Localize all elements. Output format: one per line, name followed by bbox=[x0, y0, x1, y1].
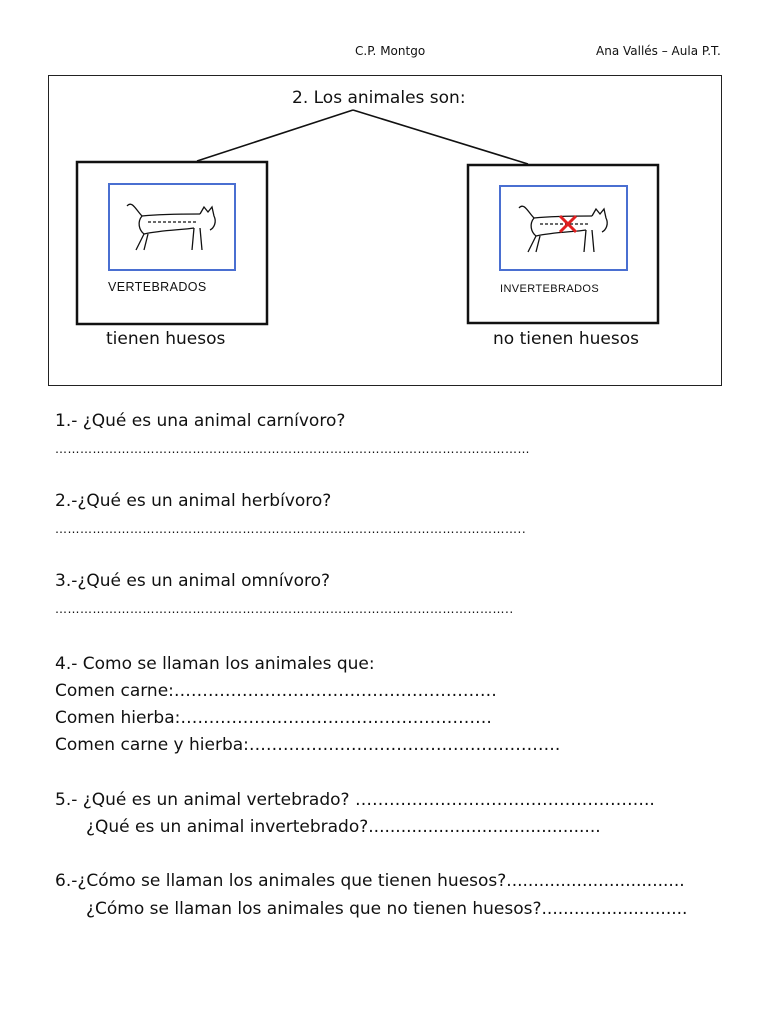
branch-left-line bbox=[197, 110, 353, 161]
header-school: C.P. Montgo bbox=[355, 44, 426, 58]
question-4-line-carne-hierba[interactable]: Comen carne y hierba:………………………………………………. bbox=[55, 735, 561, 755]
invertebrate-card-label: INVERTEBRADOS bbox=[500, 283, 600, 295]
answer-line-1[interactable]: …………………………………………………………………………………………………… bbox=[55, 442, 530, 456]
answer-line-2[interactable]: ………………………………………………………………………………………………….. bbox=[55, 522, 527, 536]
vertebrate-caption: tienen huesos bbox=[106, 329, 226, 349]
question-3: 3.-¿Qué es un animal omnívoro? bbox=[55, 571, 331, 591]
question-4-line-hierba[interactable]: Comen hierba:………………………………………………. bbox=[55, 708, 492, 728]
question-5-vertebrado[interactable]: 5.- ¿Qué es un animal vertebrado? …………………………………………….. bbox=[55, 790, 655, 810]
header-author: Ana Vallés – Aula P.T. bbox=[596, 44, 721, 58]
question-4-line-carne[interactable]: Comen carne:………………………………………………… bbox=[55, 681, 497, 701]
invertebrate-caption: no tienen huesos bbox=[493, 329, 639, 349]
question-6-no-tienen-huesos[interactable]: ¿Cómo se llaman los animales que no tienen huesos?........................... bbox=[86, 899, 688, 919]
question-6-tienen-huesos[interactable]: 6.-¿Cómo se llaman los animales que tienen huesos?................................. bbox=[55, 871, 685, 891]
vertebrate-card-label: VERTEBRADOS bbox=[108, 280, 207, 294]
question-2: 2.-¿Qué es un animal herbívoro? bbox=[55, 491, 332, 511]
vertebrate-image-frame bbox=[109, 184, 235, 270]
branch-right-line bbox=[353, 110, 528, 164]
question-1: 1.- ¿Qué es una animal carnívoro? bbox=[55, 411, 346, 431]
question-4: 4.- Como se llaman los animales que: bbox=[55, 654, 375, 674]
question-5-invertebrado[interactable]: ¿Qué es un animal invertebrado?........................................... bbox=[86, 817, 601, 837]
diagram-title: 2. Los animales son: bbox=[292, 88, 466, 108]
answer-line-3[interactable]: ……………………………………………………………………………………………….. bbox=[55, 602, 514, 616]
